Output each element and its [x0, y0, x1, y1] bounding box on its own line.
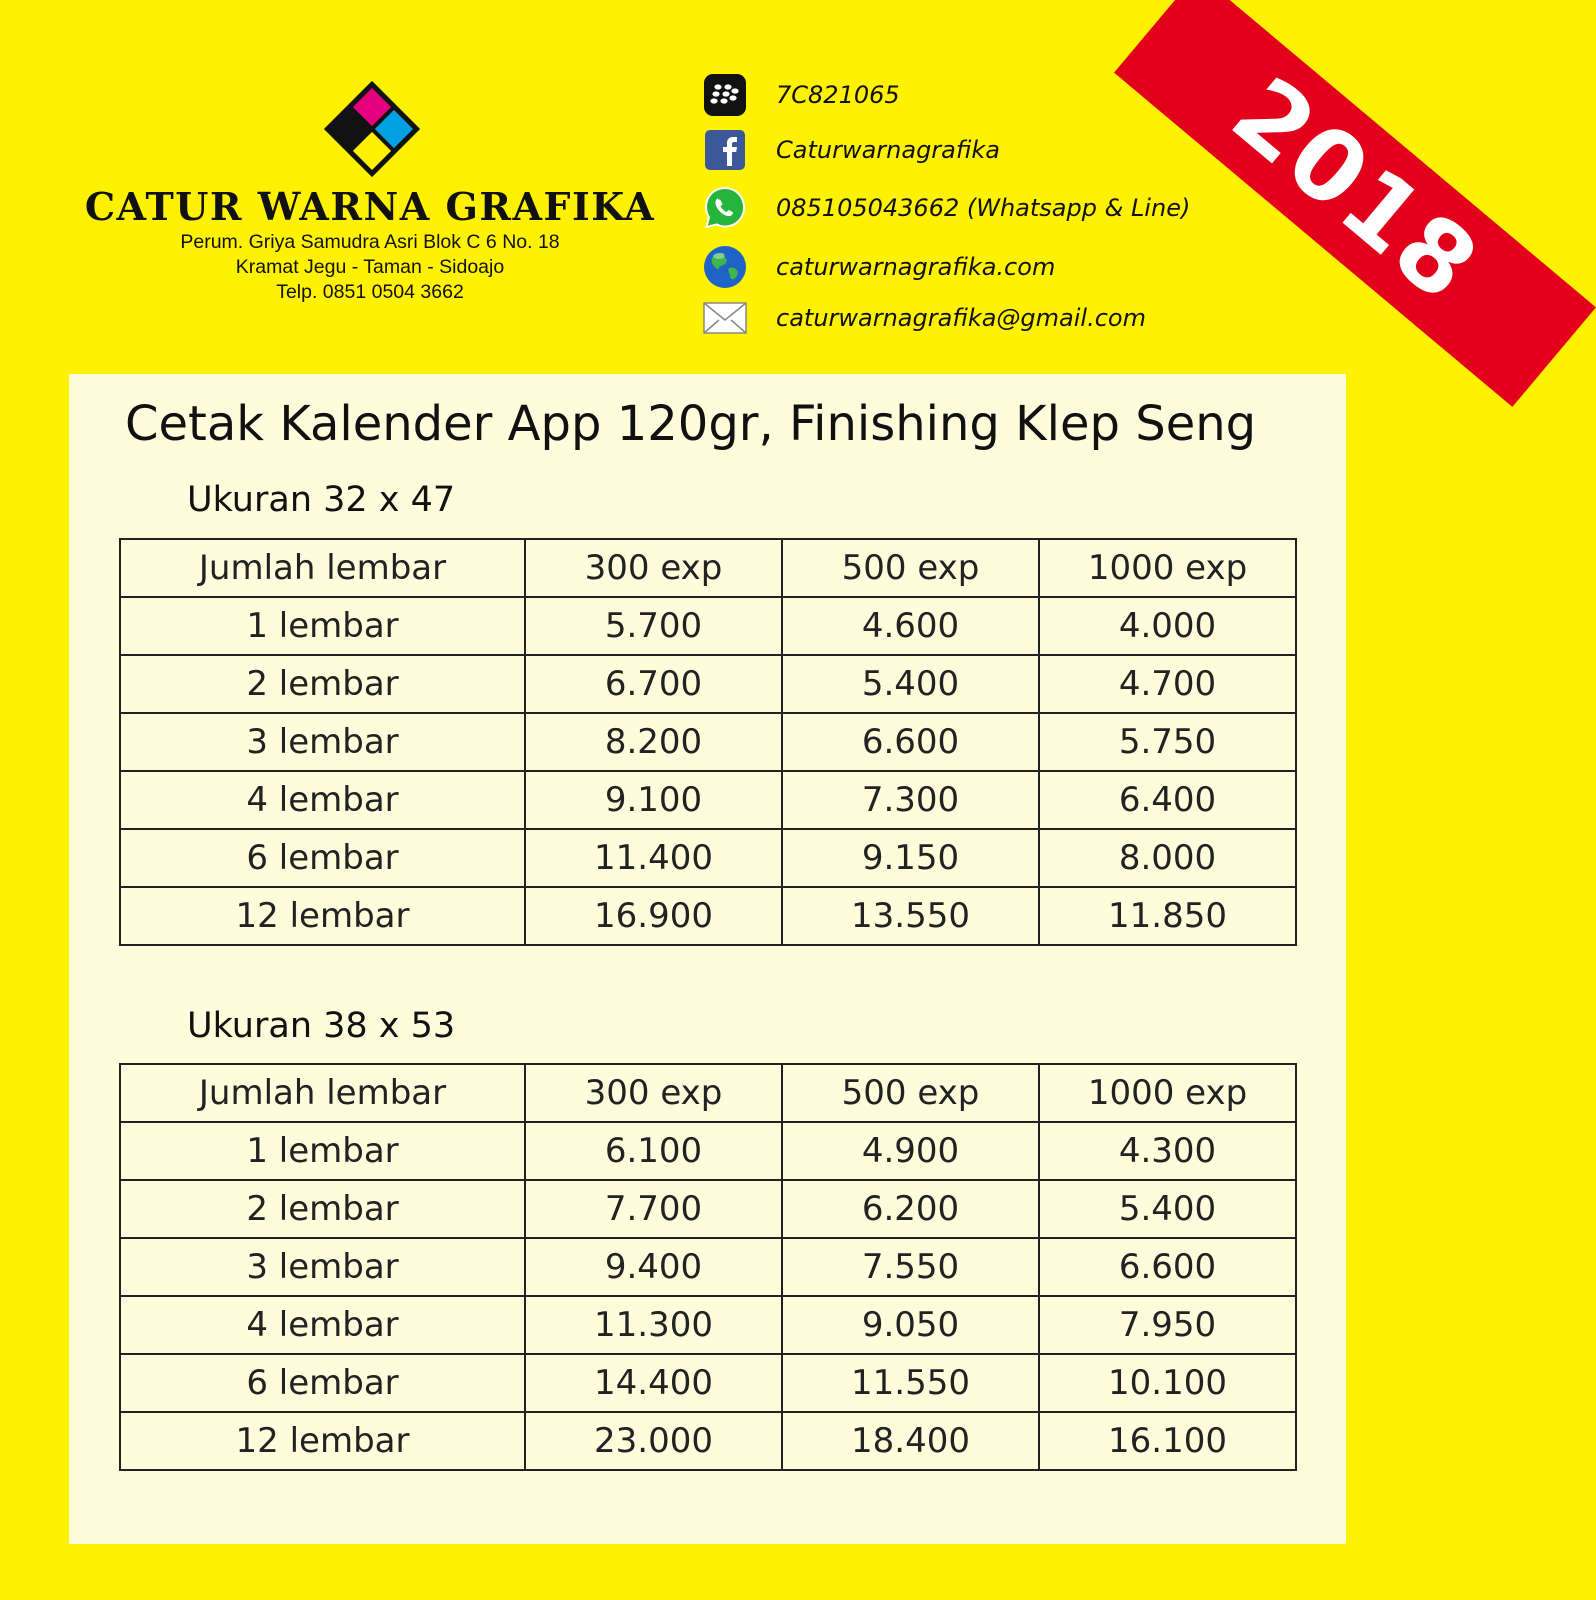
quantity-cell: 3 lembar [120, 713, 525, 771]
table-row [120, 1122, 1296, 1180]
quantity-cell: 4 lembar [120, 1296, 525, 1354]
quantity-cell: 3 lembar [120, 1238, 525, 1296]
price-cell: 6.700 [525, 655, 782, 713]
price-cell: 6.400 [1039, 771, 1296, 829]
table-row [120, 1296, 1296, 1354]
price-panel [69, 374, 1346, 1544]
price-cell: 7.950 [1039, 1296, 1296, 1354]
company-logo-icon [322, 79, 422, 179]
table-row [120, 713, 1296, 771]
table-header-cell: Jumlah lembar [120, 539, 525, 597]
whatsapp-icon [702, 185, 748, 231]
price-cell: 5.400 [1039, 1180, 1296, 1238]
price-cell: 11.850 [1039, 887, 1296, 945]
quantity-cell: 12 lembar [120, 1412, 525, 1470]
price-cell: 6.600 [1039, 1238, 1296, 1296]
table-row [120, 597, 1296, 655]
contact-facebook [702, 127, 1222, 173]
contact-website [702, 244, 1222, 290]
contact-text: caturwarnagrafika.com [776, 253, 1056, 281]
price-cell: 18.400 [782, 1412, 1039, 1470]
quantity-cell: 12 lembar [120, 887, 525, 945]
price-cell: 9.150 [782, 829, 1039, 887]
quantity-cell: 6 lembar [120, 829, 525, 887]
size-label: Ukuran 32 x 47 [187, 480, 456, 520]
price-cell: 8.000 [1039, 829, 1296, 887]
table-header-cell: Jumlah lembar [120, 1064, 525, 1122]
price-cell: 8.200 [525, 713, 782, 771]
quantity-cell: 4 lembar [120, 771, 525, 829]
price-table-body [120, 539, 1296, 945]
table-header-row [120, 539, 1296, 597]
price-cell: 23.000 [525, 1412, 782, 1470]
table-header-cell: 300 exp [525, 539, 782, 597]
price-cell: 13.550 [782, 887, 1039, 945]
price-cell: 7.700 [525, 1180, 782, 1238]
quantity-cell: 2 lembar [120, 655, 525, 713]
size-label: Ukuran 38 x 53 [187, 1006, 456, 1046]
price-cell: 9.050 [782, 1296, 1039, 1354]
price-cell: 16.100 [1039, 1412, 1296, 1470]
price-cell: 11.550 [782, 1354, 1039, 1412]
price-table [119, 1063, 1297, 1471]
price-cell: 7.550 [782, 1238, 1039, 1296]
address-line: Perum. Griya Samudra Asri Blok C 6 No. 18 [180, 231, 560, 253]
contact-whatsapp [702, 185, 1222, 231]
price-cell: 4.900 [782, 1122, 1039, 1180]
table-row [120, 1354, 1296, 1412]
blackberry-icon [702, 72, 748, 118]
price-table [119, 538, 1297, 946]
price-cell: 4.000 [1039, 597, 1296, 655]
contact-text: 085105043662 (Whatsapp & Line) [776, 194, 1191, 222]
company-name: CATUR WARNA GRAFIKA [84, 184, 656, 229]
price-cell: 7.300 [782, 771, 1039, 829]
price-cell: 6.200 [782, 1180, 1039, 1238]
table-header-cell: 1000 exp [1039, 1064, 1296, 1122]
table-header-cell: 500 exp [782, 1064, 1039, 1122]
quantity-cell: 2 lembar [120, 1180, 525, 1238]
contact-text: Caturwarnagrafika [776, 136, 1000, 164]
table-header-cell: 1000 exp [1039, 539, 1296, 597]
table-header-cell: 500 exp [782, 539, 1039, 597]
table-row [120, 655, 1296, 713]
table-row [120, 1412, 1296, 1470]
price-cell: 4.600 [782, 597, 1039, 655]
price-cell: 11.400 [525, 829, 782, 887]
contact-text: caturwarnagrafika@gmail.com [776, 304, 1146, 332]
quantity-cell: 6 lembar [120, 1354, 525, 1412]
table-row [120, 1180, 1296, 1238]
price-cell: 5.700 [525, 597, 782, 655]
mail-icon [702, 295, 748, 341]
table-header-row [120, 1064, 1296, 1122]
price-cell: 16.900 [525, 887, 782, 945]
price-cell: 4.700 [1039, 655, 1296, 713]
price-cell: 5.750 [1039, 713, 1296, 771]
table-row [120, 771, 1296, 829]
globe-icon [702, 244, 748, 290]
quantity-cell: 1 lembar [120, 1122, 525, 1180]
facebook-icon [702, 127, 748, 173]
price-cell: 10.100 [1039, 1354, 1296, 1412]
year-badge: 2018 [1210, 56, 1500, 324]
price-cell: 4.300 [1039, 1122, 1296, 1180]
table-row [120, 829, 1296, 887]
price-cell: 9.400 [525, 1238, 782, 1296]
table-row [120, 887, 1296, 945]
contact-email [702, 295, 1222, 341]
price-table-body [120, 1064, 1296, 1470]
price-cell: 11.300 [525, 1296, 782, 1354]
contact-blackberry [702, 72, 1222, 118]
quantity-cell: 1 lembar [120, 597, 525, 655]
table-header-cell: 300 exp [525, 1064, 782, 1122]
price-cell: 14.400 [525, 1354, 782, 1412]
price-cell: 6.100 [525, 1122, 782, 1180]
table-row [120, 1238, 1296, 1296]
price-cell: 6.600 [782, 713, 1039, 771]
page-title: Cetak Kalender App 120gr, Finishing Klep Seng [125, 396, 1257, 452]
price-cell: 9.100 [525, 771, 782, 829]
price-cell: 5.400 [782, 655, 1039, 713]
company-address [120, 230, 620, 305]
address-line: Telp. 0851 0504 3662 [276, 281, 464, 303]
address-line: Kramat Jegu - Taman - Sidoajo [235, 256, 505, 278]
contact-text: 7C821065 [776, 81, 900, 109]
